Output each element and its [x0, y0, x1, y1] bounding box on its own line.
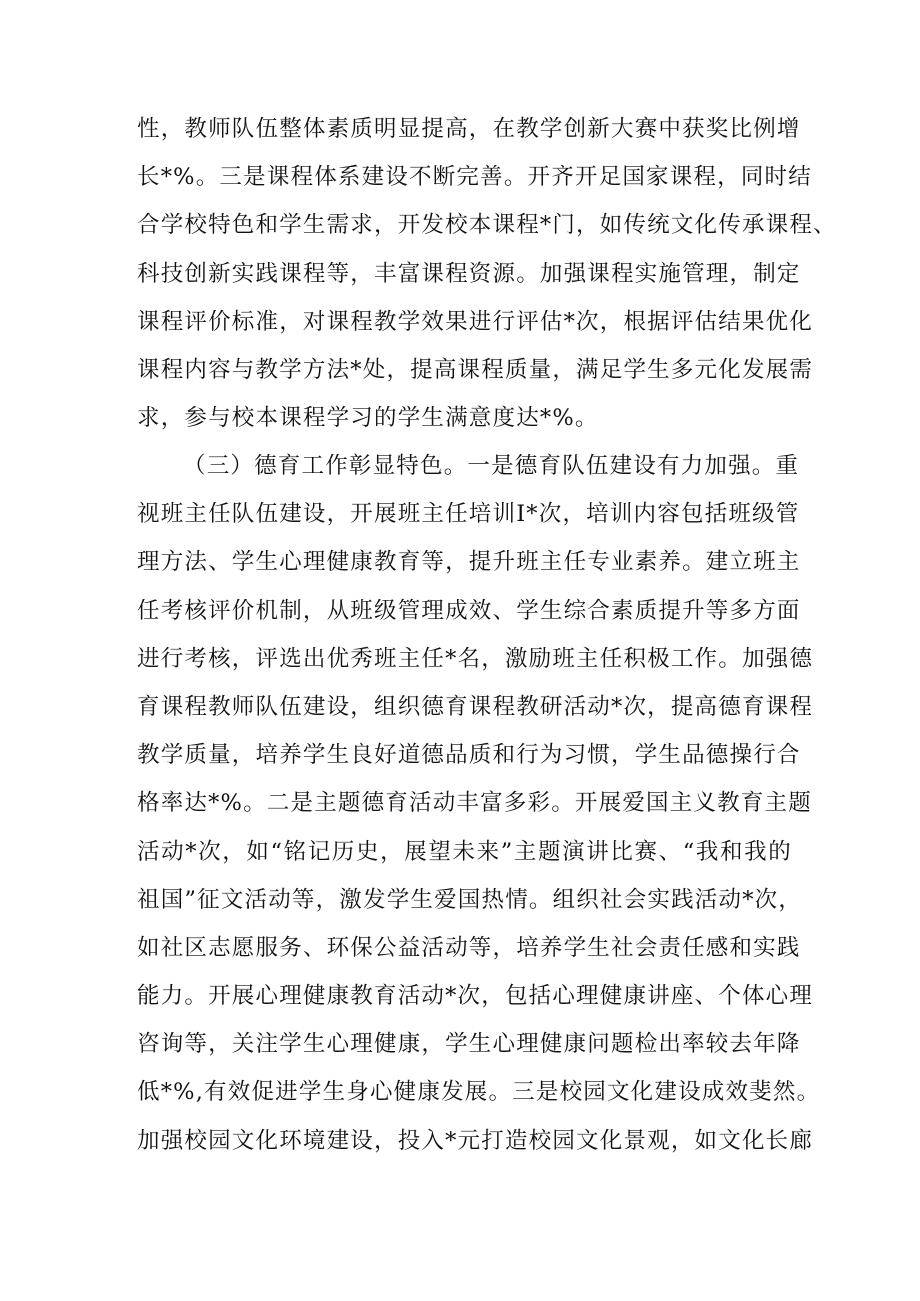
text-line: 性，教师队伍整体素质明显提高，在教学创新大赛中获奖比例增: [137, 116, 801, 142]
text-line: 祖国”征文活动等，激发学生爱国热情。组织社会实践活动*次，: [137, 886, 803, 913]
text-line: 课程评价标准，对课程教学效果进行评估*次，根据评估结果优化: [137, 308, 814, 335]
text-line: 活动*次，如“铭记历史，展望未来”主题演讲比赛、“我和我的: [137, 838, 792, 865]
text-line: 课程内容与教学方法*处，提高课程质量，满足学生多元化发展需: [137, 356, 814, 383]
text-line: 格率达*%。二是主题德育活动丰富多彩。开展爱国主义教育主题: [137, 790, 812, 817]
text-line: 咨询等，关注学生心理健康，学生心理健康问题检出率较去年降: [137, 1031, 801, 1058]
text-line: 育课程教师队伍建设，组织德育课程教研活动*次，提高德育课程: [137, 693, 814, 720]
text-line: 教学质量，培养学生良好道德品质和行为习惯，学生品德操行合: [137, 742, 801, 769]
text-line: 任考核评价机制，从班级管理成效、学生综合素质提升等多方面: [137, 597, 801, 624]
text-line: 加强校园文化环境建设，投入*元打造校园文化景观，如文化长廊: [137, 1127, 814, 1154]
text-line: 视班主任队伍建设，开展班主任培训I*次，培训内容包括班级管: [137, 501, 800, 528]
text-line: 科技创新实践课程等，丰富课程资源。加强课程实施管理，制定: [137, 260, 801, 287]
paragraph-2: [137, 442, 821, 1165]
text-line: 合学校特色和学生需求，开发校本课程*门，如传统文化传承课程、: [137, 212, 837, 239]
text-line: 进行考核，评选出优秀班主任*名，激励班主任积极工作。加强德: [137, 645, 814, 672]
paragraph-1: [137, 105, 837, 442]
text-line: 能力。开展心理健康教育活动*次，包括心理健康讲座、个体心理: [137, 983, 814, 1010]
text-line: 如社区志愿服务、环保公益活动等，培养学生社会责任感和实践: [137, 934, 801, 961]
text-line: （三）德育工作彰显特色。一是德育队伍建设有力加强。重: [183, 453, 800, 479]
text-line: 低*%,有效促进学生身心健康发展。三是校园文化建设成效斐然。: [137, 1079, 821, 1106]
text-line: 求，参与校本课程学习的学生满意度达*%。: [137, 405, 599, 432]
text-line: 长*%。三是课程体系建设不断完善。开齐开足国家课程，同时结: [137, 164, 812, 191]
text-line: 理方法、学生心理健康教育等，提升班主任专业素养。建立班主: [137, 549, 801, 576]
